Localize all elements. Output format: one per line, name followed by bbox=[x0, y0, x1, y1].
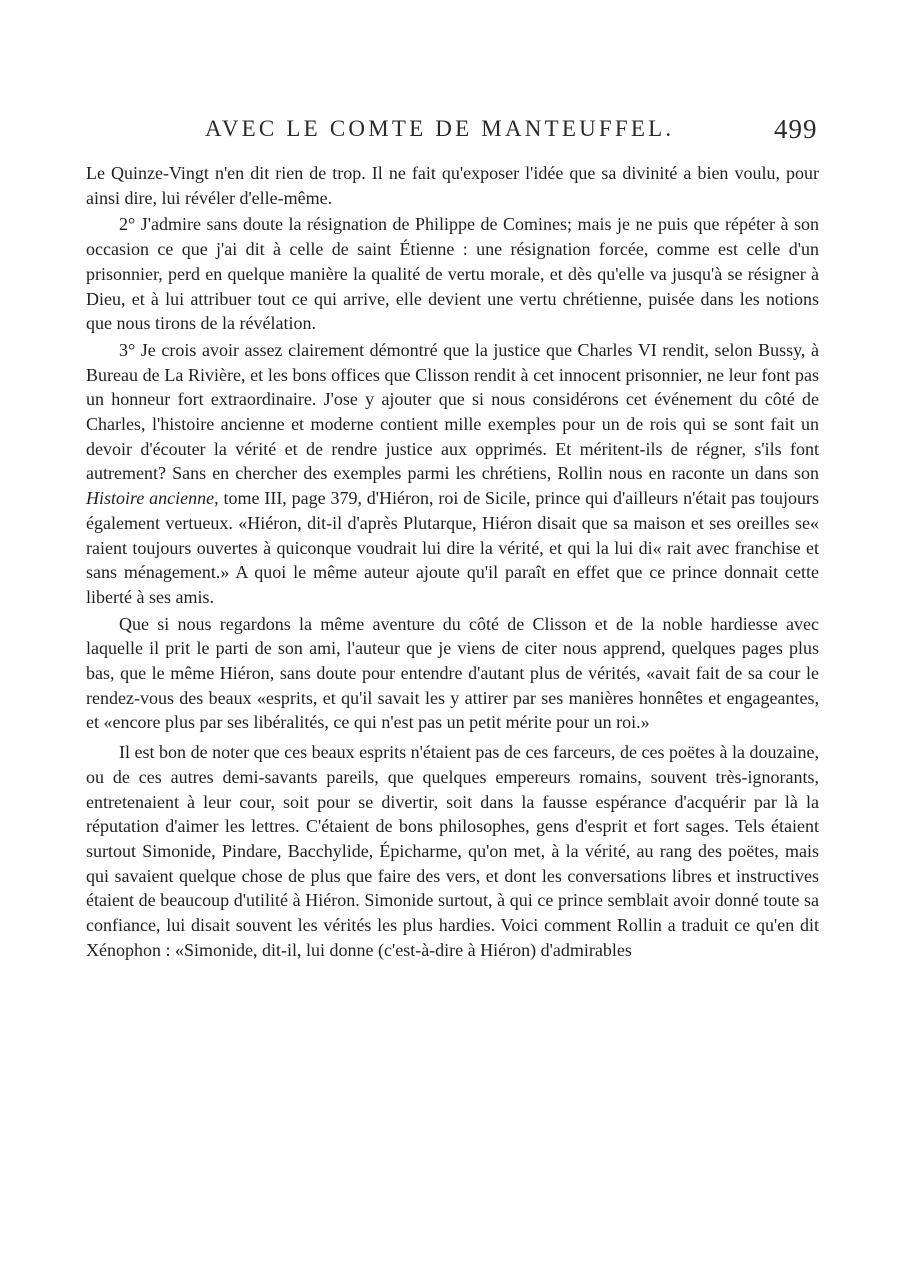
paragraph-5: Il est bon de noter que ces beaux esprits n'étaient pas de ces farceurs, de ces poëtes à la douzaine, ou de ces autres demi-savants pareils, que quelques empereurs romains, souvent très-ignorants, entretenaient à leur cour, soit pour se divertir, soit dans la fausse espérance d'acquérir par là la réputation d'aimer les lettres. C'étaient de bons philosophes, gens d'esprit et fort sages. Tels étaient surtout Simonide, Pindare, Bacchylide, Épicharme, qu'on met, à la vérité, au rang des poëtes, mais qui savaient quelque chose de plus que faire des vers, et dont les conversations libres et instructives étaient de beaucoup d'utilité à Hiéron. Simonide surtout, à qui ce prince semblait avoir donné toute sa confiance, lui disait souvent les vérités les plus hardies. Voici comment Rollin a traduit ce qu'en dit Xénophon : «Simonide, dit-il, lui donne (c'est-à-dire à Hiéron) d'admirables bbox=[86, 742, 819, 960]
running-title: AVEC LE COMTE DE MANTEUFFEL. bbox=[205, 116, 675, 141]
paragraph-1: Le Quinze-Vingt n'en dit rien de trop. Il ne fait qu'exposer l'idée que sa divinité a bien voulu, pour ainsi dire, lui révéler d'elle-même. bbox=[86, 163, 819, 208]
paragraph-3 bbox=[86, 338, 819, 610]
paragraph-2: 2° J'admire sans doute la résignation de Philippe de Comines; mais je ne puis que répéter à son occasion ce que j'ai dit à celle de saint Étienne : une résignation forcée, comme est celle d'un prisonnier, perd en quelque manière la qualité de vertu morale, et dès qu'elle va jusqu'à se résigner à Dieu, et à lui attribuer tout ce qui arrive, elle devient une vertu chrétienne, puisée dans les notions que nous tirons de la révélation. bbox=[86, 214, 819, 334]
running-head bbox=[0, 112, 900, 152]
page-number: 499 bbox=[774, 114, 818, 144]
body-text bbox=[86, 161, 819, 963]
paragraph-3-text-end: tome III, page 379, d'Hiéron, roi de Sicile, prince qui d'ailleurs n'était pas toujours également vertueux. «Hiéron, dit-il d'après Plutarque, Hiéron disait que sa maison et ses oreilles se« raient toujours ouvertes à quiconque voudrait lui dire la vérité, et qui la lui di« rait avec franchise et sans ménagement.» A quoi le même auteur ajoute qu'il paraît en effet que ce prince donnait cette liberté à ses amis. bbox=[86, 488, 819, 607]
paragraph-4: Que si nous regardons la même aventure du côté de Clisson et de la noble hardiesse avec laquelle il prit le parti de son ami, l'auteur que je viens de citer nous apprend, quelques pages plus bas, que le même Hiéron, sans doute pour entendre d'autant plus de vérités, «avait fait de sa cour le rendez-vous des beaux «esprits, et qu'il savait les y attirer par ses manières honnêtes et engageantes, et «encore plus par ses libéralités, ce qui n'est pas un petit mérite pour un roi.» bbox=[86, 613, 819, 733]
paragraph-3-text-start: 3° Je crois avoir assez clairement démontré que la justice que Charles VI rendit, selon Bussy, à Bureau de La Rivière, et les bons offices que Clisson rendit à cet innocent prisonnier, ne leur font pas un honneur fort extraordinaire. J'ose y ajouter que si nous considérons cet événement du côté de Charles, l'histoire ancienne et moderne contient mille exemples pour un de rois qui se sont fait un devoir d'écouter la vérité et de rendre justice aux opprimés. Et méritent-ils de régner, s'ils font autrement? Sans en chercher des exemples parmi les chrétiens, Rollin nous en raconte un dans son bbox=[86, 339, 819, 484]
book-title-italic: Histoire ancienne, bbox=[86, 488, 219, 509]
